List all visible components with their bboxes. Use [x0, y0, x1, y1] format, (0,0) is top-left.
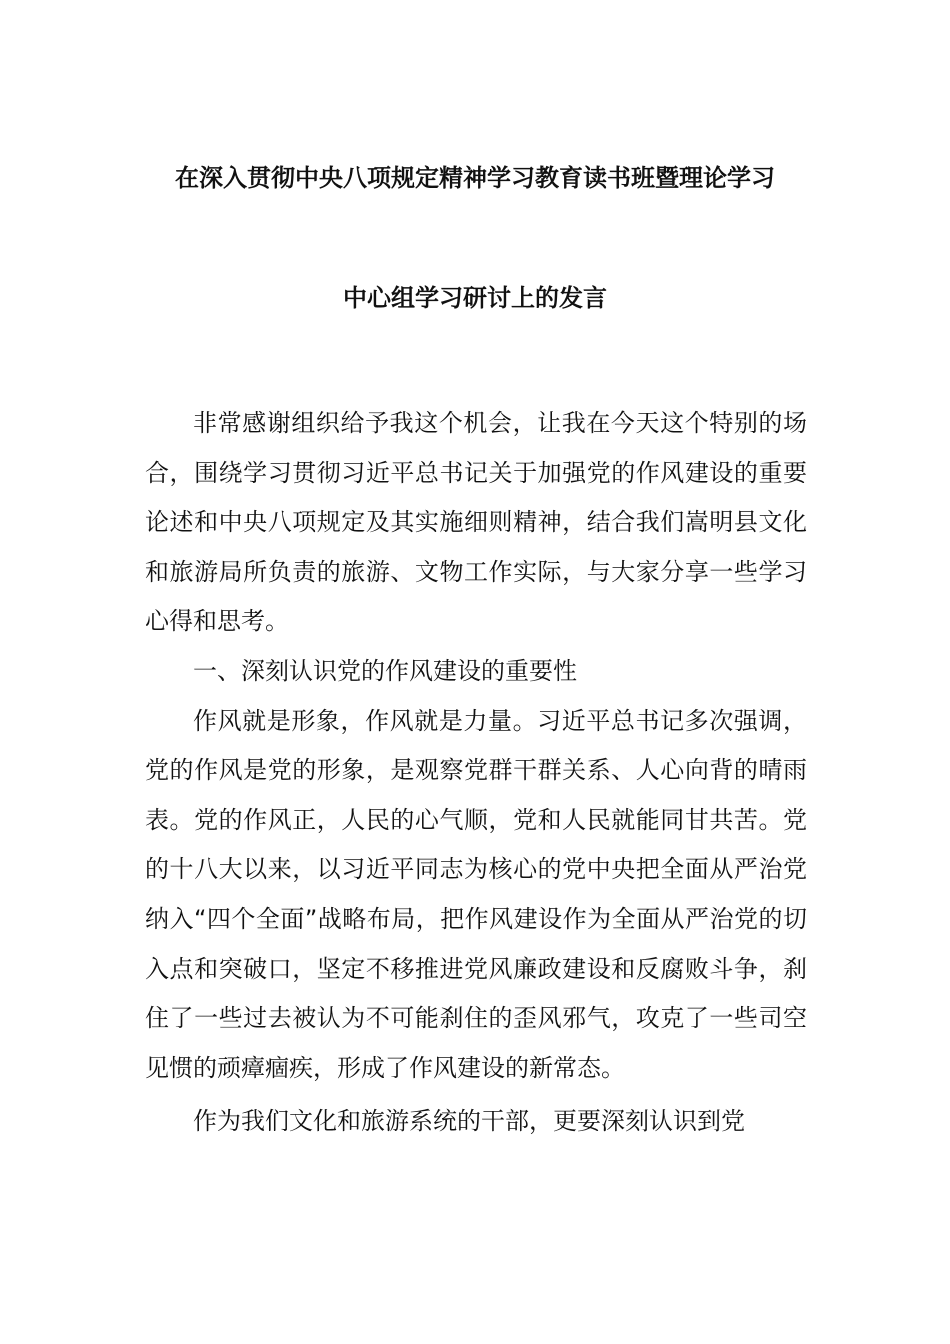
document-title-line-1: 在深入贯彻中央八项规定精神学习教育读书班暨理论学习	[175, 164, 775, 192]
document-title-line-2: 中心组学习研讨上的发言	[343, 284, 607, 312]
paragraph-style-importance: 作风就是形象，作风就是力量。习近平总书记多次强调，党的作风是党的形象，是观察党群干群关系、人心向背的晴雨表。党的作风正，人民的心气顺，党和人民就能同甘共苦。党的十八大以来，以习近平同志为核心的党中央把全面从严治党纳入“四个全面”战略布局，把作风建设作为全面从严治党的切入点和突破口，坚定不移推进党风廉政建设和反腐败斗争，刹住了一些过去被认为不可能刹住的歪风邪气，攻克了一些司空见惯的顽瘴痼疾，形成了作风建设的新常态。	[145, 706, 807, 1082]
section-heading-1: 一、深刻认识党的作风建设的重要性	[193, 656, 577, 685]
document-body	[145, 399, 807, 1147]
paragraph-cadres: 作为我们文化和旅游系统的干部，更要深刻认识到党	[193, 1107, 745, 1136]
paragraph-intro: 非常感谢组织给予我这个机会，让我在今天这个特别的场合，围绕学习贯彻习近平总书记关于加强党的作风建设的重要论述和中央八项规定及其实施细则精神，结合我们嵩明县文化和旅游局所负责的旅游、文物工作实际，与大家分享一些学习心得和思考。	[145, 409, 807, 636]
